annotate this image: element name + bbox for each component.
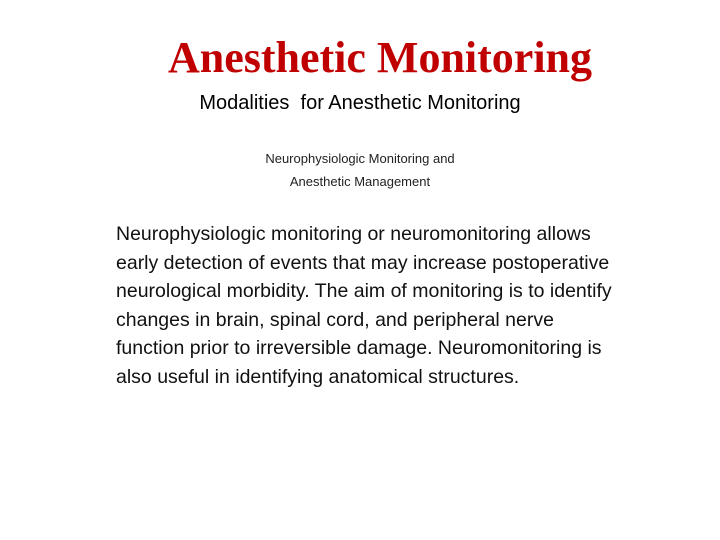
slide-title: Anesthetic Monitoring <box>167 33 593 82</box>
body-paragraph: Neurophysiologic monitoring or neuromonitoring allows early detection of events that may increase postoperative neurological morbidity. The aim of monitoring is to identify changes in brain, spinal cord, and peripheral nerve function prior to irreversible damage. Neuromonitoring is also useful in identifying anatomical structures. <box>116 223 612 388</box>
section-heading <box>0 147 720 193</box>
section-heading-line-2: Anesthetic Management <box>289 174 431 189</box>
section-heading-line-1: Neurophysiologic Monitoring and <box>265 151 455 166</box>
slide-subtitle: Modalities for Anesthetic Monitoring <box>199 92 521 114</box>
